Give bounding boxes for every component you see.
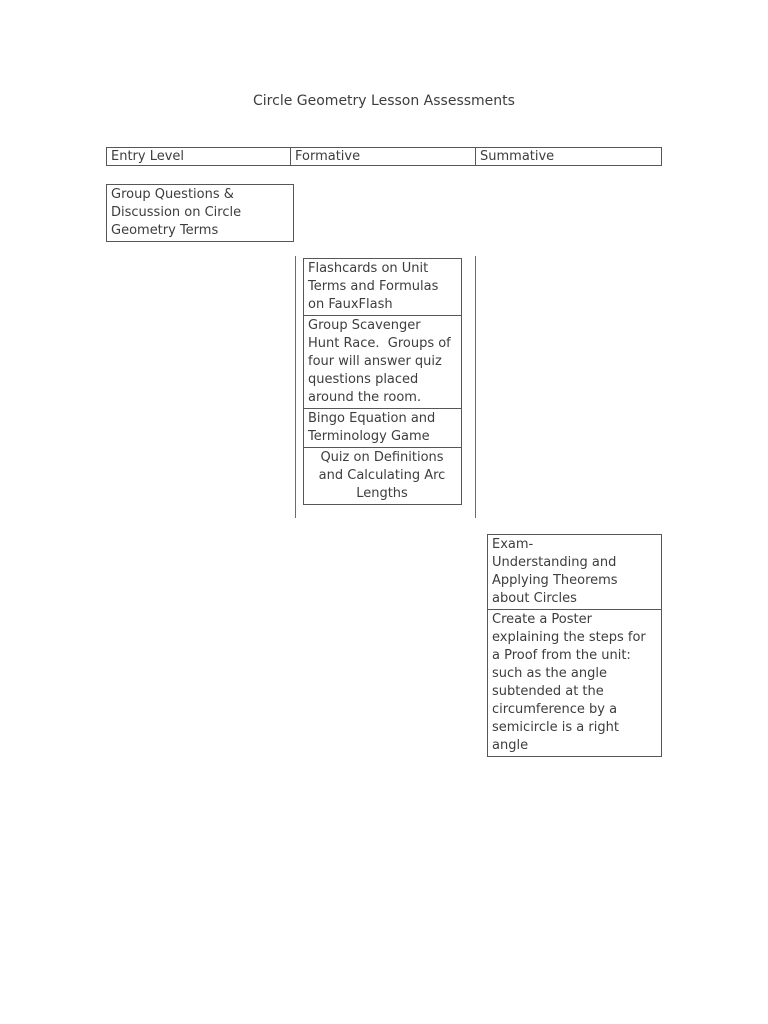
formative-item-quiz: Quiz on Definitions and Calculating Arc Lengths (303, 447, 462, 505)
document-title: Circle Geometry Lesson Assessments (253, 93, 515, 109)
summative-item-poster: Create a Poster explaining the steps for a Proof from the unit: such as the angle subtended at the circumference by a semicircle is a right angle (487, 609, 662, 757)
header-cell-entry-level: Entry Level (106, 147, 291, 166)
formative-item-bingo: Bingo Equation and Terminology Game (303, 408, 462, 448)
formative-item-flashcards: Flashcards on Unit Terms and Formulas on FauxFlash (303, 258, 462, 316)
summative-stack (487, 534, 662, 757)
entry-level-item-group-questions: Group Questions & Discussion on Circle Geometry Terms (106, 184, 294, 242)
assessment-header-row (106, 147, 662, 166)
summative-item-exam: Exam- Understanding and Applying Theorems about Circles (487, 534, 662, 610)
formative-stack (303, 258, 462, 505)
header-cell-summative: Summative (475, 147, 662, 166)
formative-item-scavenger-hunt: Group Scavenger Hunt Race. Groups of four will answer quiz questions placed around the room. (303, 315, 462, 409)
header-cell-formative: Formative (290, 147, 476, 166)
